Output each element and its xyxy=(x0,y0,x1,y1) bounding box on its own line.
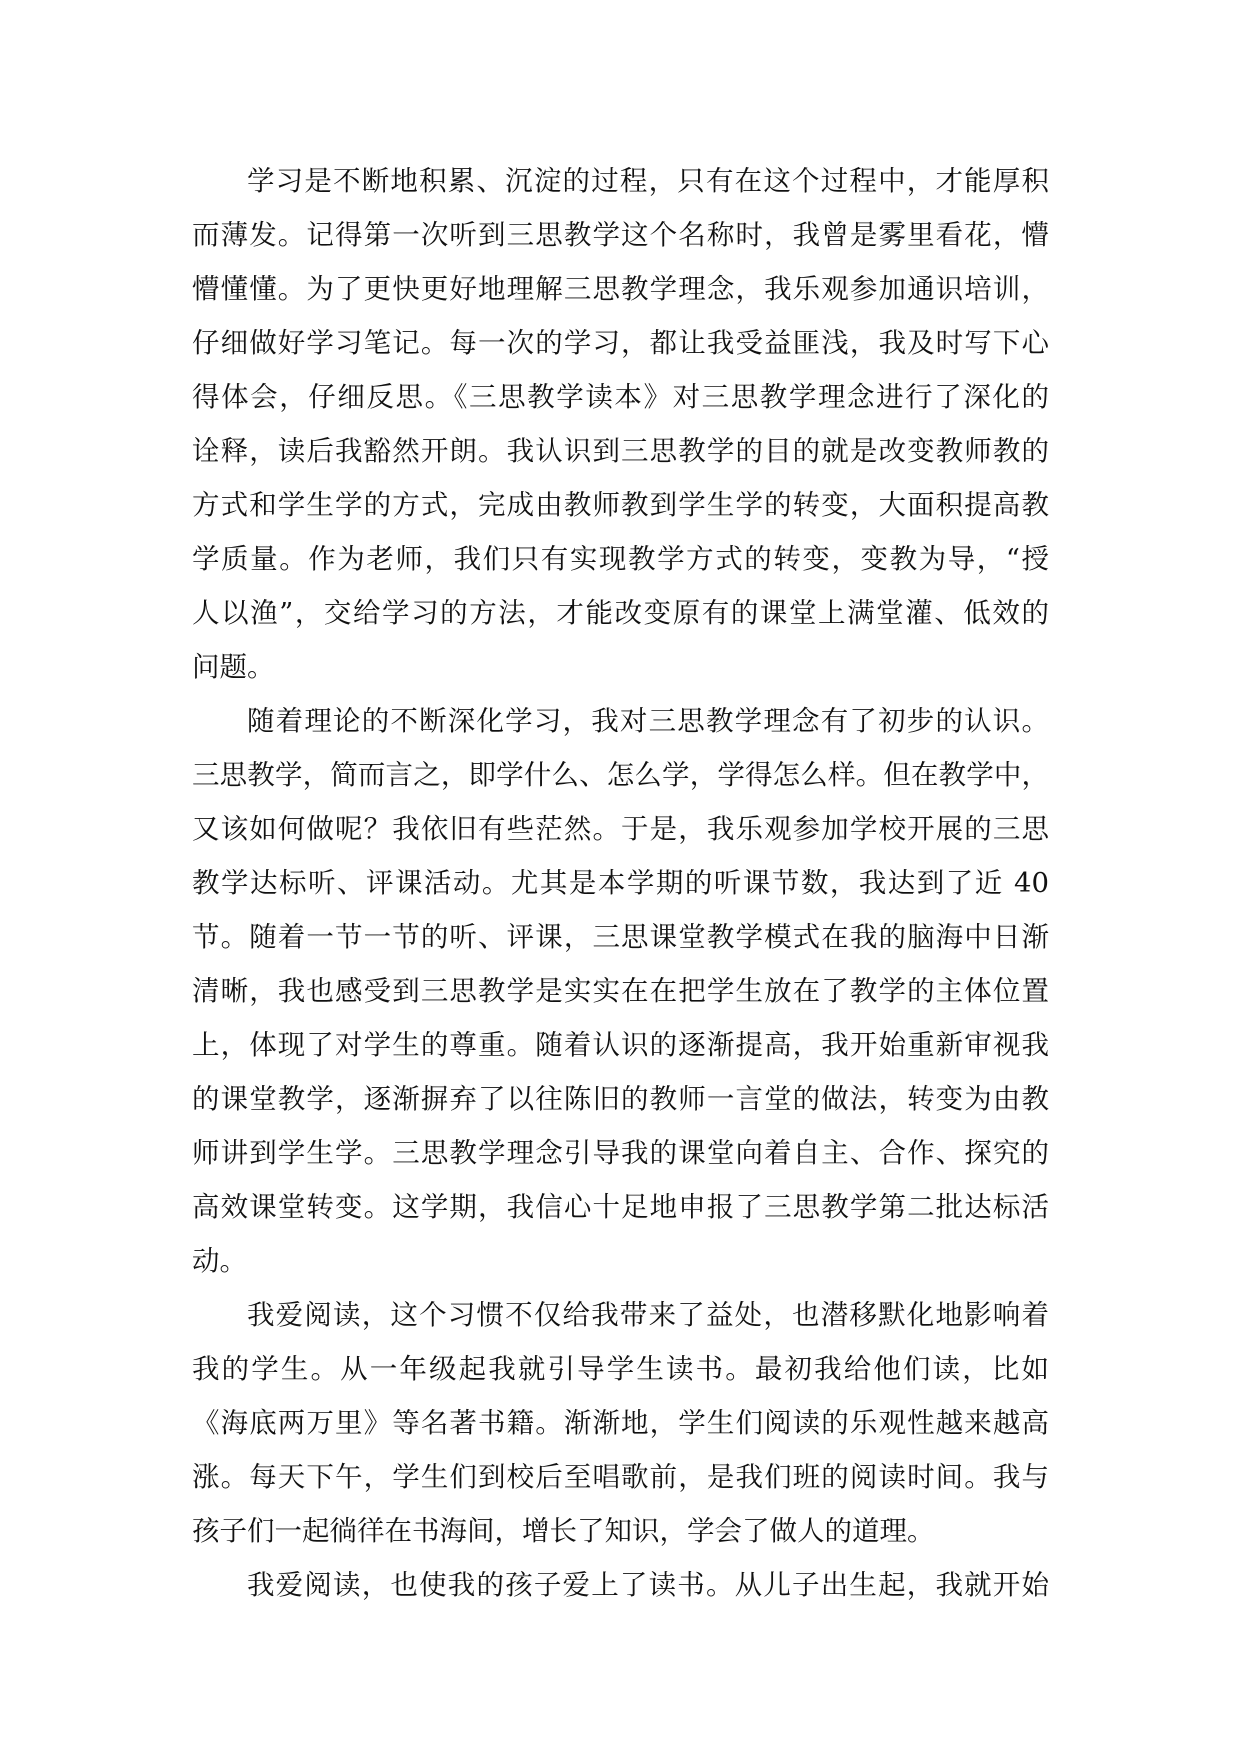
text-line: 方式和学生学的方式，完成由教师教到学生学的转变，大面积提高教 xyxy=(192,489,1049,521)
text-line: 懵懂懂。为了更快更好地理解三思教学理念，我乐观参加通识培训， xyxy=(192,273,1049,305)
text-line: 学习是不断地积累、沉淀的过程，只有在这个过程中，才能厚积 xyxy=(247,165,1049,197)
text-line: 师讲到学生学。三思教学理念引导我的课堂向着自主、合作、探究的 xyxy=(192,1137,1049,1169)
text-line: 我的学生。从一年级起我就引导学生读书。最初我给他们读，比如 xyxy=(192,1353,1049,1385)
text-line: 学质量。作为老师，我们只有实现教学方式的转变，变教为导，“授 xyxy=(192,543,1049,575)
paragraph xyxy=(192,1558,1049,1612)
text-line: 高效课堂转变。这学期，我信心十足地申报了三思教学第二批达标活 xyxy=(192,1191,1049,1223)
text-line: 动。 xyxy=(192,1245,247,1277)
text-line: 又该如何做呢？我依旧有些茫然。于是，我乐观参加学校开展的三思 xyxy=(192,813,1049,845)
text-line: 涨。每天下午，学生们到校后至唱歌前，是我们班的阅读时间。我与 xyxy=(192,1461,1049,1493)
text-line: 而薄发。记得第一次听到三思教学这个名称时，我曾是雾里看花，懵 xyxy=(192,219,1049,251)
paragraph xyxy=(192,1288,1049,1558)
text-line: 节。随着一节一节的听、评课，三思课堂教学模式在我的脑海中日渐 xyxy=(192,921,1049,953)
text-line: 得体会，仔细反思。《三思教学读本》对三思教学理念进行了深化的 xyxy=(192,381,1049,413)
text-line: 上，体现了对学生的尊重。随着认识的逐渐提高，我开始重新审视我 xyxy=(192,1029,1049,1061)
paragraph xyxy=(192,154,1049,694)
text-line: 随着理论的不断深化学习，我对三思教学理念有了初步的认识。 xyxy=(247,705,1049,737)
text-line: 仔细做好学习笔记。每一次的学习，都让我受益匪浅，我及时写下心 xyxy=(192,327,1049,359)
paragraph xyxy=(192,694,1049,1288)
text-line: 的课堂教学，逐渐摒弃了以往陈旧的教师一言堂的做法，转变为由教 xyxy=(192,1083,1049,1115)
text-line: 《海底两万里》等名著书籍。渐渐地，学生们阅读的乐观性越来越高 xyxy=(192,1407,1049,1439)
document-body xyxy=(192,154,1049,1612)
text-line: 三思教学，简而言之，即学什么、怎么学，学得怎么样。但在教学中， xyxy=(192,759,1049,791)
text-line: 我爱阅读，也使我的孩子爱上了读书。从儿子出生起，我就开始 xyxy=(247,1569,1049,1601)
text-line: 孩子们一起徜徉在书海间，增长了知识，学会了做人的道理。 xyxy=(192,1515,935,1547)
text-line: 教学达标听、评课活动。尤其是本学期的听课节数，我达到了近 40 xyxy=(192,867,1049,899)
text-line: 问题。 xyxy=(192,651,275,683)
text-line: 清晰，我也感受到三思教学是实实在在把学生放在了教学的主体位置 xyxy=(192,975,1049,1007)
text-line: 人以渔”，交给学习的方法，才能改变原有的课堂上满堂灌、低效的 xyxy=(192,597,1049,629)
text-line: 诠释，读后我豁然开朗。我认识到三思教学的目的就是改变教师教的 xyxy=(192,435,1049,467)
text-line: 我爱阅读，这个习惯不仅给我带来了益处，也潜移默化地影响着 xyxy=(247,1299,1049,1331)
